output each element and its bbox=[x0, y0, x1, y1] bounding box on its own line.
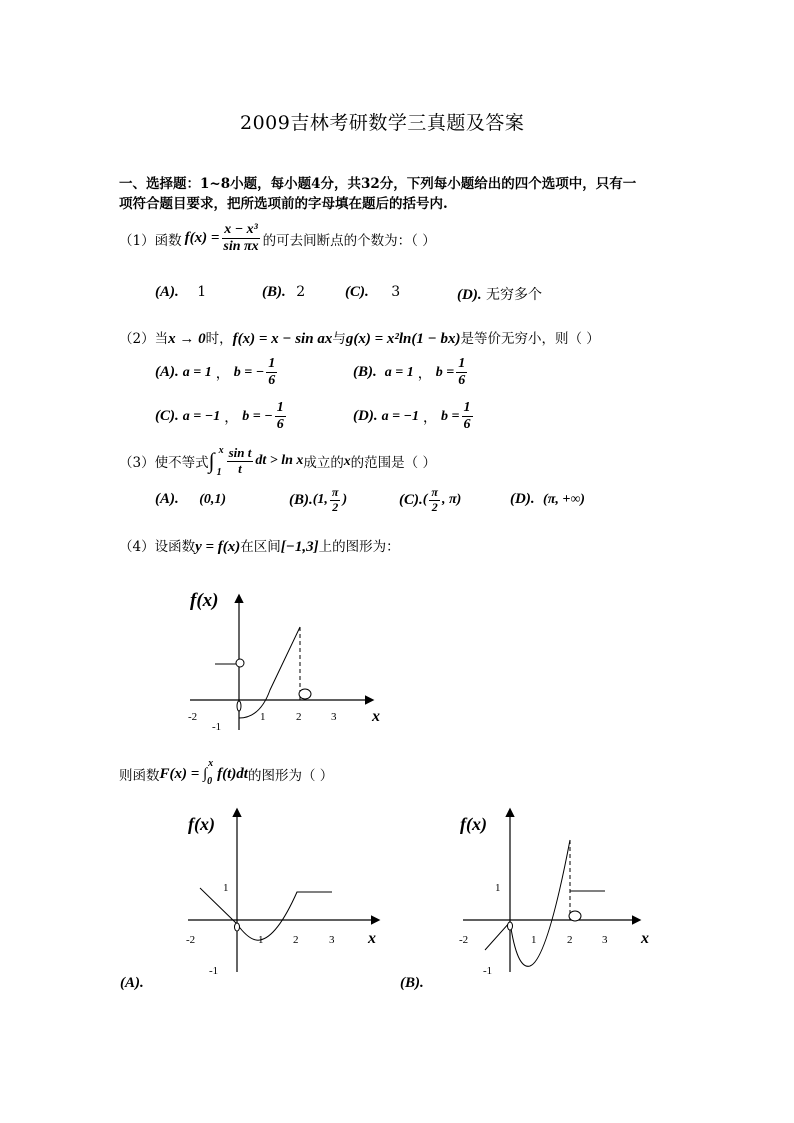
q3-int-lower: 1 bbox=[216, 467, 222, 479]
q2-option-c-frac bbox=[275, 400, 286, 433]
q2-option-b-frac bbox=[456, 356, 467, 389]
q2-tail: 是等价无穷小，则（ ） bbox=[460, 331, 600, 347]
q2-cond: x → 0 bbox=[168, 331, 206, 347]
q1-fraction bbox=[221, 222, 260, 255]
q4-tail: 上的图形为： bbox=[318, 539, 400, 555]
q2-option-a[interactable]: (A). a = 1 ， b = − $\frac{1}{6}$ bbox=[155, 356, 276, 389]
q2-option-b-den: 6 bbox=[458, 373, 466, 389]
q3-option-c[interactable] bbox=[399, 486, 461, 515]
q2-option-d-den: 6 bbox=[463, 417, 471, 433]
graph-b-curve bbox=[485, 840, 570, 966]
q3-lead: （3）使不等式 bbox=[119, 455, 209, 472]
q2-option-d-b: b = bbox=[441, 408, 460, 424]
q2-option-d[interactable]: (D). a = −1 ， b = $\frac{1}{6}$ bbox=[353, 400, 471, 433]
q1-option-d-text: 无穷多个 bbox=[486, 287, 543, 303]
q1-option-c-label: (C). bbox=[345, 284, 369, 300]
question-3 bbox=[119, 446, 436, 477]
q2-option-a-label: (A). bbox=[155, 364, 179, 381]
q3-option-b-pre: (1, bbox=[312, 492, 328, 508]
graph-b-open-circle bbox=[569, 911, 581, 921]
q2-option-b-a: a = 1 bbox=[384, 364, 414, 380]
graph-a-tick-2: 2 bbox=[293, 934, 299, 946]
fx-open-circle-right bbox=[299, 689, 311, 699]
graph-b-origin-marker bbox=[508, 922, 513, 930]
option-b-label[interactable]: (B). bbox=[400, 975, 424, 991]
graph-a-y-label: f(x) bbox=[188, 814, 215, 834]
q1-option-d-label: (D). bbox=[457, 287, 482, 303]
q1-option-b-text: 2 bbox=[296, 284, 306, 300]
graph-b-tick-2: 2 bbox=[567, 934, 573, 946]
q2-option-d-label: (D). bbox=[353, 408, 378, 425]
q4-line2-integrand: f(t)dt bbox=[217, 765, 248, 782]
q3-option-b-label: (B). bbox=[289, 491, 313, 508]
graph-a-x-label: x bbox=[368, 930, 376, 947]
q3-option-c-num: π bbox=[431, 485, 438, 499]
fx-y-label: f(x) bbox=[190, 590, 219, 611]
q4-mid: 在区间 bbox=[240, 539, 281, 555]
q2-option-b-b: b = bbox=[435, 364, 455, 380]
q2-option-b-num: 1 bbox=[456, 356, 467, 373]
q3-option-d[interactable] bbox=[510, 491, 585, 508]
q4-interval: [−1,3] bbox=[280, 539, 319, 555]
graph-b-tick-neg2: -2 bbox=[459, 934, 469, 946]
tick-neg1: -1 bbox=[212, 721, 222, 733]
q3-option-b[interactable] bbox=[289, 486, 347, 515]
q2-option-a-num: 1 bbox=[266, 356, 277, 373]
q3-integral: ∫ x 1 bbox=[208, 445, 224, 479]
graph-b-tick-3: 3 bbox=[602, 934, 608, 946]
q2-option-a-den: 6 bbox=[268, 373, 276, 389]
q1-numerator: x − x³ bbox=[222, 222, 260, 239]
q3-num: sin t bbox=[228, 445, 252, 460]
q1-option-d[interactable] bbox=[457, 284, 542, 304]
page-title: 2009吉林考研数学三真题及答案 bbox=[240, 112, 525, 134]
tick-3: 3 bbox=[331, 711, 337, 723]
graph-a-curve bbox=[200, 888, 332, 940]
q3-rest: dt > ln x bbox=[255, 453, 304, 469]
q2-option-a-b: b = − bbox=[233, 364, 265, 380]
q3-option-b-post: ) bbox=[342, 492, 348, 508]
q3-option-b-frac bbox=[330, 486, 341, 515]
q3-option-b-den: 2 bbox=[332, 499, 339, 514]
question-1 bbox=[119, 222, 436, 255]
q1-number: （1）函数 bbox=[119, 232, 182, 249]
q3-fraction bbox=[227, 446, 254, 477]
fx-graph bbox=[180, 580, 400, 740]
q4-line2-upper: x bbox=[208, 758, 214, 769]
q3-mid: 成立的 bbox=[303, 455, 344, 472]
q1-option-c-text: 3 bbox=[391, 284, 401, 300]
graph-a bbox=[180, 800, 390, 980]
q1-lhs: f(x) = bbox=[184, 230, 220, 247]
q3-den: t bbox=[238, 460, 242, 476]
graph-a-origin-marker bbox=[235, 923, 240, 931]
fx-open-circle-origin bbox=[237, 701, 241, 711]
graph-b-tick-neg1: -1 bbox=[483, 965, 493, 977]
q1-option-c[interactable] bbox=[345, 284, 400, 301]
q2-option-c-b: b = − bbox=[242, 408, 273, 424]
q3-option-a-label: (A). bbox=[155, 491, 179, 507]
question-2 bbox=[119, 327, 600, 348]
graph-a-tick-neg1: -1 bbox=[209, 965, 219, 977]
graph-a-tick-1: 1 bbox=[258, 934, 264, 946]
q2-option-c[interactable]: (C). a = −1 ， b = − $\frac{1}{6}$ bbox=[155, 400, 284, 433]
q3-option-c-den: 2 bbox=[431, 499, 438, 514]
q2-f: f(x) = x − sin ax bbox=[232, 331, 333, 347]
q2-option-b-label: (B). bbox=[353, 364, 377, 381]
q2-option-d-a: a = −1 bbox=[381, 408, 420, 424]
q1-denominator: sin πx bbox=[223, 239, 259, 255]
q1-tail: 的可去间断点的个数为：（ ） bbox=[262, 232, 436, 249]
graph-b-x-label: x bbox=[641, 930, 649, 947]
q2-option-a-frac bbox=[266, 356, 277, 389]
graph-a-tick-3: 3 bbox=[329, 934, 335, 946]
q2-option-c-label: (C). bbox=[155, 408, 179, 425]
q3-option-c-frac bbox=[429, 486, 440, 515]
q4-line2 bbox=[119, 758, 334, 787]
option-a-label[interactable]: (A). bbox=[120, 975, 144, 991]
fx-curve bbox=[239, 627, 300, 718]
q2-option-d-frac bbox=[462, 400, 473, 433]
q2-option-c-a: a = −1 bbox=[182, 408, 221, 424]
graph-a-tick-neg2: -2 bbox=[186, 934, 196, 946]
tick-neg2: -2 bbox=[188, 711, 198, 723]
section-header-line2: 项符合题目要求，把所选项前的字母填在题后的括号内. bbox=[119, 196, 448, 212]
q2-option-b[interactable]: (B). a = 1 ， b = $\frac{1}{6}$ bbox=[353, 356, 466, 389]
graph-b-y-label: f(x) bbox=[460, 814, 487, 834]
q1-option-b[interactable] bbox=[262, 284, 305, 301]
q4-line2-fn: F(x) = ∫ bbox=[159, 765, 208, 782]
q2-lead: （2）当 bbox=[119, 331, 169, 347]
q3-option-a[interactable] bbox=[155, 491, 226, 508]
tick-1: 1 bbox=[260, 711, 266, 723]
question-4 bbox=[119, 535, 400, 556]
q3-option-c-label: (C). bbox=[399, 491, 423, 508]
graph-a-tick-y1: 1 bbox=[223, 882, 229, 894]
tick-2: 2 bbox=[296, 711, 302, 723]
fx-x-label: x bbox=[372, 708, 380, 725]
q2-option-d-num: 1 bbox=[462, 400, 473, 417]
q3-option-c-post: , π) bbox=[441, 492, 462, 508]
q1-option-a-label: (A). bbox=[155, 284, 179, 300]
q3-option-c-pre: ( bbox=[422, 492, 428, 508]
q4-line2-limits bbox=[207, 758, 217, 787]
graph-b-tick-y1: 1 bbox=[495, 882, 501, 894]
q4-line2-lower: 0 bbox=[207, 776, 213, 787]
q3-option-d-label: (D). bbox=[510, 491, 535, 507]
q2-option-c-num: 1 bbox=[275, 400, 286, 417]
section-header-line1: 一、选择题：1~8小题，每小题4分，共32分，下列每小题给出的四个选项中，只有一 bbox=[119, 176, 637, 192]
q3-int-upper: x bbox=[218, 445, 224, 457]
q2-option-c-den: 6 bbox=[276, 417, 284, 433]
q1-option-b-label: (B). bbox=[262, 284, 286, 300]
q3-option-d-text: (π, +∞) bbox=[543, 492, 585, 507]
q2-mid2: 与 bbox=[332, 331, 346, 347]
q2-g: g(x) = x²ln(1 − bx) bbox=[345, 331, 461, 347]
q3-option-b-num: π bbox=[331, 485, 339, 499]
graph-b-tick-1: 1 bbox=[531, 934, 537, 946]
q4-line2-tail: 的图形为（ ） bbox=[247, 768, 334, 784]
q3-tail: 的范围是（ ） bbox=[350, 455, 436, 472]
q4-lead: （4）设函数 bbox=[119, 539, 196, 555]
q3-option-a-text: (0,1) bbox=[199, 492, 227, 507]
fx-open-circle-top bbox=[236, 659, 244, 667]
q4-fn: y = f(x) bbox=[195, 539, 241, 555]
q4-line2-lead: 则函数 bbox=[119, 768, 160, 784]
q1-option-a[interactable] bbox=[155, 284, 206, 301]
q1-option-a-text: 1 bbox=[197, 284, 207, 300]
q3-var: x bbox=[343, 453, 351, 469]
graph-b bbox=[455, 800, 665, 980]
q2-option-a-a: a = 1 bbox=[182, 364, 212, 380]
q2-mid1: 时， bbox=[205, 331, 233, 347]
